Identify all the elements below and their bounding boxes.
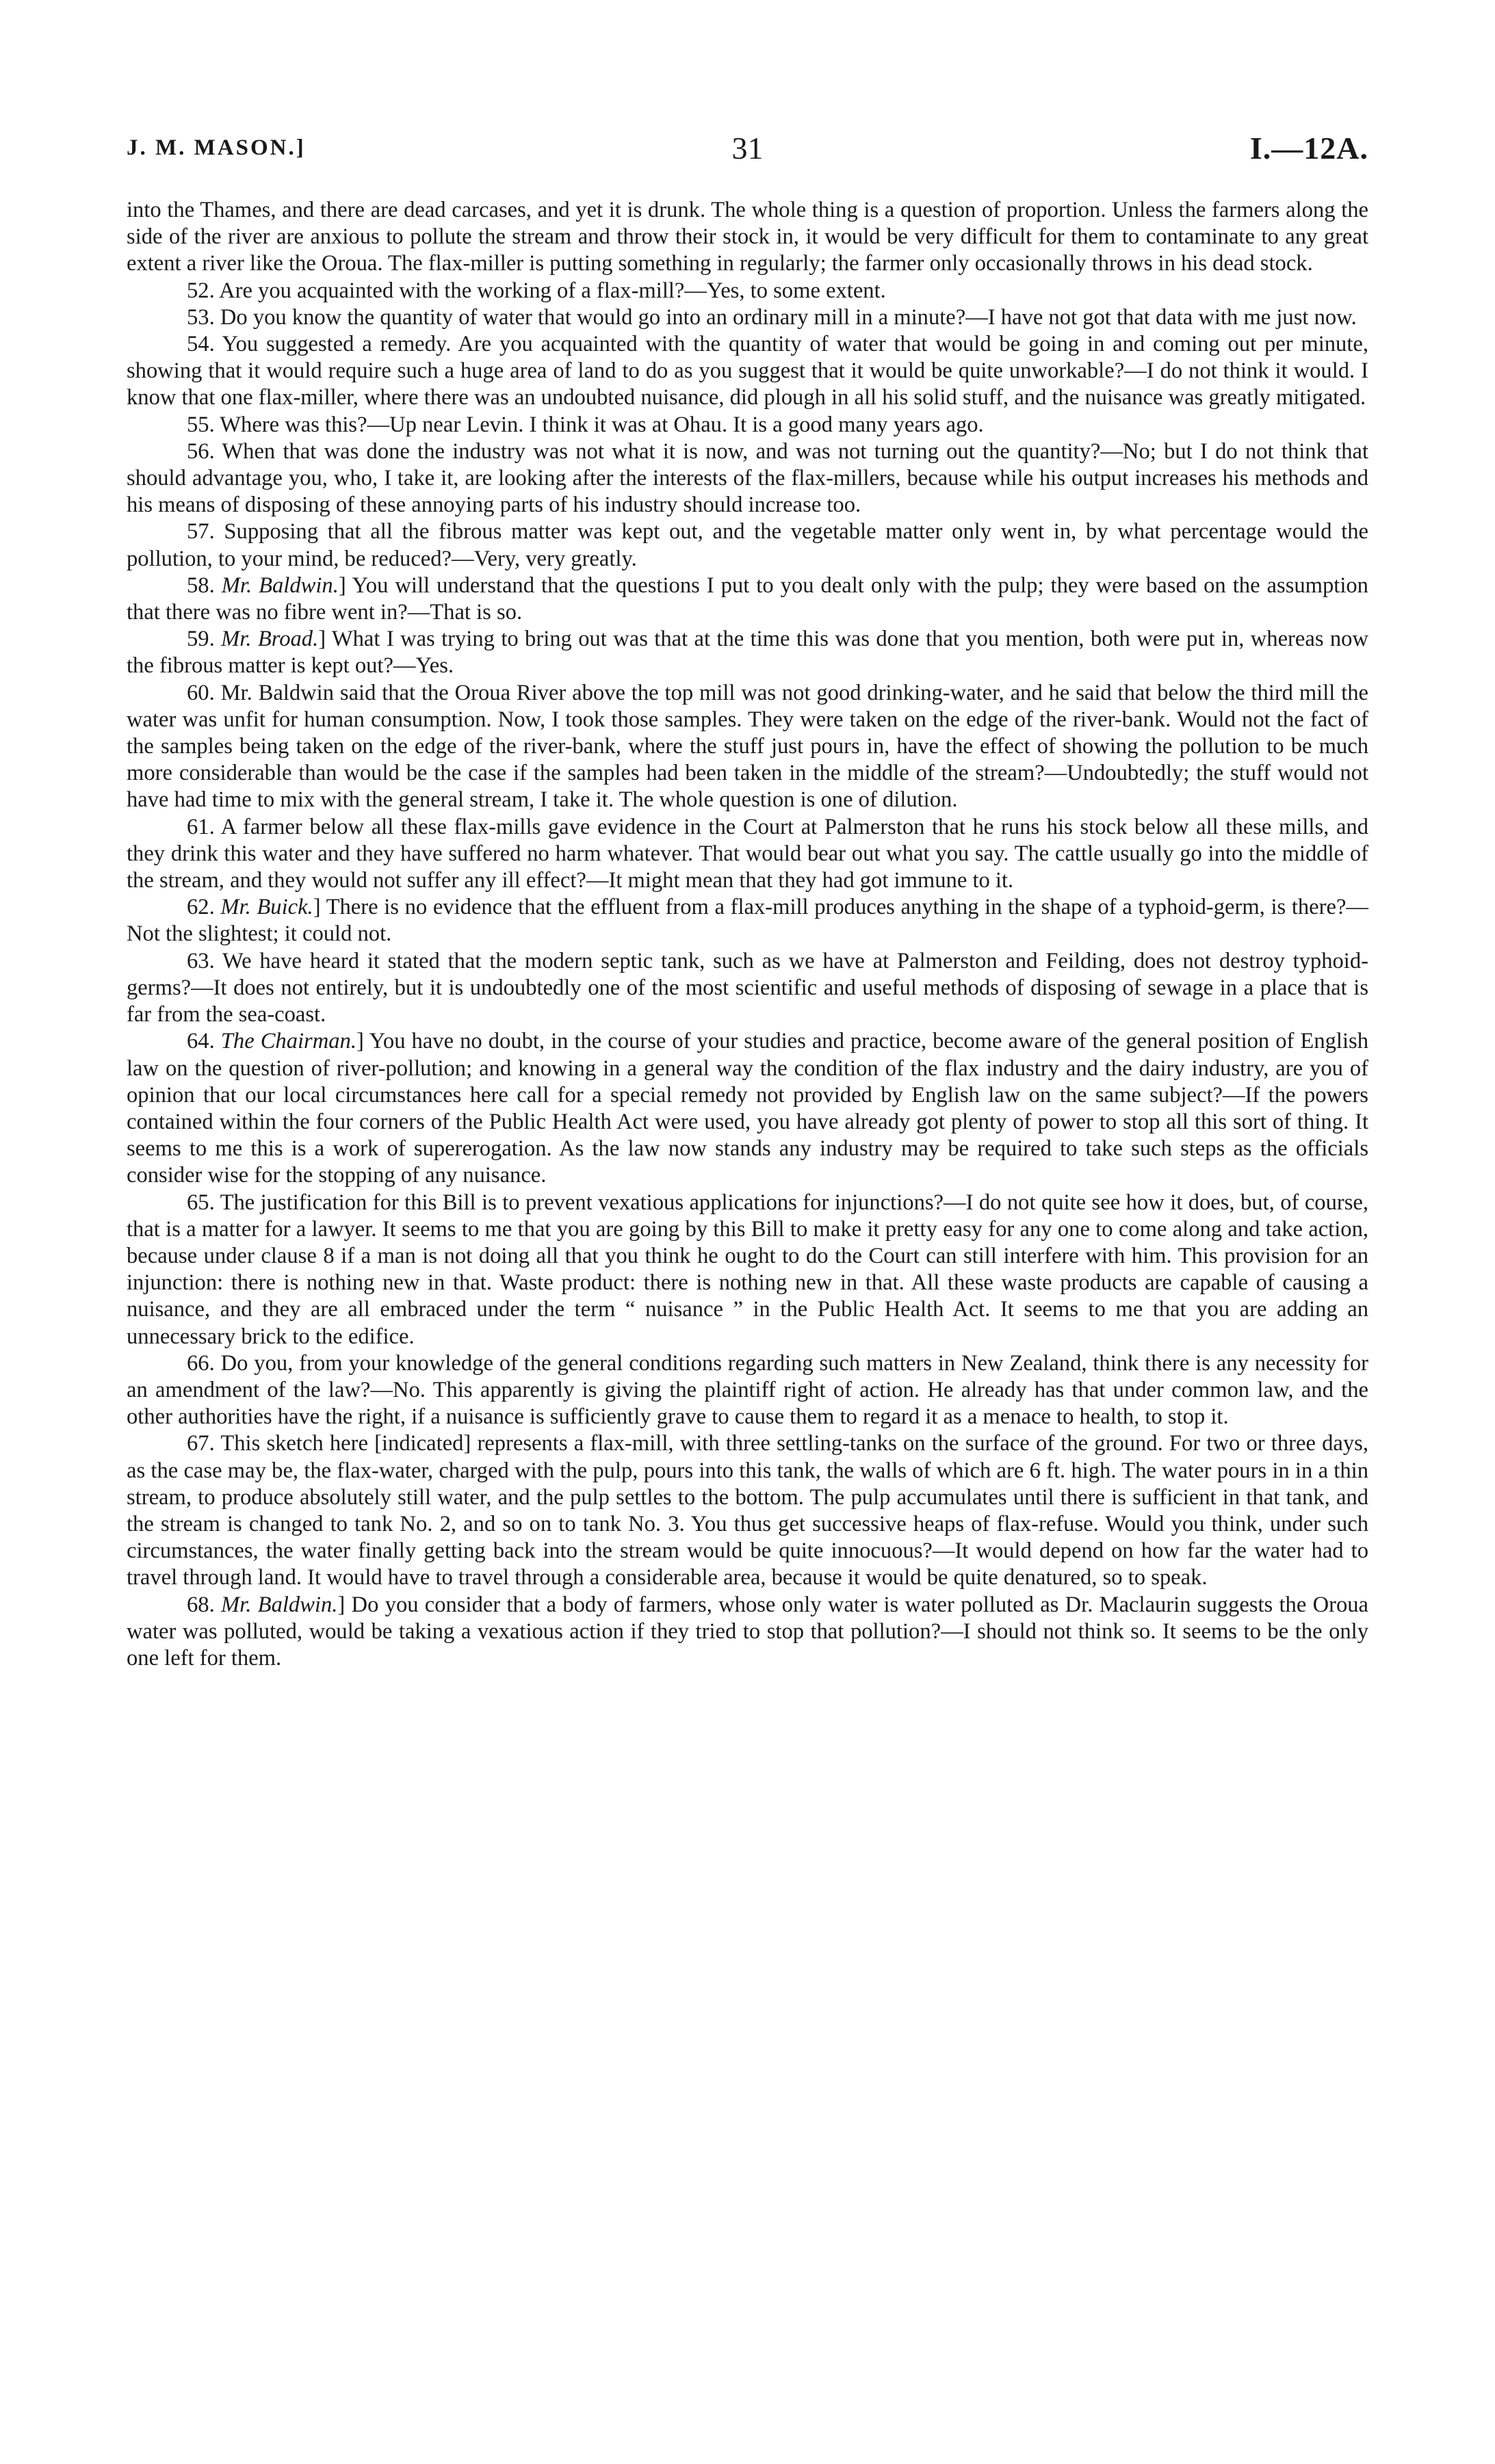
speaker-name: Mr. Baldwin.	[221, 573, 339, 598]
paragraph: 52. Are you acquainted with the working of a flax-mill?—Yes, to some extent.	[187, 278, 886, 303]
paragraph: 59. Mr. Broad.] What I was trying to bring out was that at the time this was done that you mention, both were put in, whereas now the fibrous matter is kept out?—Yes.	[127, 627, 1368, 679]
speaker-name: Mr. Buick.	[220, 895, 313, 920]
paragraph: 64. The Chairman.] You have no doubt, in the course of your studies and practice, become aware of the general position of English law on the question of river-pollution; and knowing in a general way the condition of the flax industry and the dairy industry, are you of opinion that our local circumstances here call for a special remedy not provided by English law on the same subject?—If the powers contained within the four corners of the Public Health Act were used, you have already got plenty of power to stop all this sort of thing. It seems to me this is a work of supererogation. As the law now stands any industry may be required to take such steps as the officials consider wise for the stopping of any nuisance.	[127, 1029, 1368, 1188]
paragraph: 62. Mr. Buick.] There is no evidence that the effluent from a flax-mill produces anything in the shape of a typhoid-germ, is there?—Not the slightest; it could not.	[127, 895, 1368, 947]
paragraph: 68. Mr. Baldwin.] Do you consider that a body of farmers, whose only water is water polluted as Dr. Maclaurin suggests the Oroua water was polluted, would be taking a vexatious action if they tried to stop that pollution?—I should not think so. It seems to be the only one left for them.	[127, 1592, 1368, 1670]
paragraph: 55. Where was this?—Up near Levin. I think it was at Ohau. It is a good many years ago.	[187, 412, 984, 437]
page-header	[127, 130, 1368, 171]
paragraph: 67. This sketch here [indicated] represents a flax-mill, with three settling-tanks on the surface of the ground. For two or three days, as the case may be, the flax-water, charged with the pulp, pours into this tank, the walls of which are 6 ft. high. The water pours in in a thin stream, to produce absolutely still water, and the pulp settles to the bottom. The pulp accumulates until there is sufficient in that tank, and the stream is changed to tank No. 2, and so on to tank No. 3. You thus get successive heaps of flax-refuse. Would you think, under such circumstances, the water finally getting back into the stream would be quite innocuous?—It would depend on how far the water had to travel through land. It would have to travel through a considerable area, because it would be quite denatured, so to speak.	[127, 1431, 1368, 1590]
body-text	[127, 197, 1368, 1672]
paragraph: 58. Mr. Baldwin.] You will understand that the questions I put to you dealt only with the pulp; they were based on the assumption that there was no fibre went in?—That is so.	[127, 573, 1368, 625]
paragraph: 61. A farmer below all these flax-mills gave evidence in the Court at Palmerston that he runs his stock below all these mills, and they drink this water and they have suffered no harm whatever. That would bear out what you say. The cattle usually go into the middle of the stream, and they would not suffer any ill effect?—It might mean that they had got immune to it.	[127, 814, 1368, 893]
paragraph: 54. You suggested a remedy. Are you acquainted with the quantity of water that would be going in and coming out per minute, showing that it would require such a huge area of land to do as you suggest that it would be quite unworkable?—I do not think it would. I know that one flax-miller, where there was an undoubted nuisance, did plough in all his solid stuff, and the nuisance was greatly mitigated.	[127, 332, 1368, 410]
paragraph: 57. Supposing that all the fibrous matter was kept out, and the vegetable matter only went in, by what percentage would the pollution, to your mind, be reduced?—Very, very greatly.	[127, 519, 1368, 571]
paragraph: 63. We have heard it stated that the modern septic tank, such as we have at Palmerston and Feilding, does not destroy typhoid-germs?—It does not entirely, but it is undoubtedly one of the most scientific and useful methods of disposing of sewage in a place that is far from the sea-coast.	[127, 948, 1368, 1027]
paragraph: 53. Do you know the quantity of water that would go into an ordinary mill in a minute?—I have not got that data with me just now.	[187, 304, 1357, 330]
paragraph: 66. Do you, from your knowledge of the general conditions regarding such matters in New Zealand, think there is any necessity for an amendment of the law?—No. This apparently is giving the plaintiff right of action. He already has that under common law, and the other authorities have the right, if a nuisance is sufficiently grave to cause them to regard it as a menace to health, to stop it.	[127, 1350, 1368, 1430]
speaker-name: Mr. Broad.	[221, 627, 319, 652]
document-reference: I.—12A.	[1249, 131, 1368, 166]
paragraph: 56. When that was done the industry was not what it is now, and was not turning out the quantity?—No; but I do not think that should advantage you, who, I take it, are looking after the interests of the flax-millers, because while his output increases his methods and his means of disposing of these annoying parts of his industry should increase too.	[127, 438, 1368, 518]
speaker-name: Mr. Baldwin.	[221, 1592, 338, 1617]
speaker-name: The Chairman.	[220, 1029, 356, 1054]
paragraph: into the Thames, and there are dead carcases, and yet it is drunk. The whole thing is a question of proportion. Unless the farmers along the side of the river are anxious to pollute the stream and throw their stock in, it would be very difficult for them to contaminate to any great extent a river like the Oroua. The flax-miller is putting something in regularly; the farmer only occasionally throws in his dead stock.	[127, 198, 1368, 276]
paragraph: 60. Mr. Baldwin said that the Oroua River above the top mill was not good drinking-water, and he said that below the third mill the water was unfit for human consumption. Now, I took those samples. They were taken on the edge of the river-bank. Would not the fact of the samples being taken on the edge of the river-bank, where the stuff just pours in, have the effect of showing the pollution to be much more considerable than would be the case if the samples had been taken in the middle of the stream?—Undoubtedly; the stuff would not have had time to mix with the general stream, I take it. The whole question is one of dilution.	[127, 680, 1368, 813]
page-number: 31	[731, 131, 764, 166]
paragraph: 65. The justification for this Bill is to prevent vexatious applications for injunctions?—I do not quite see how it does, but, of course, that is a matter for a lawyer. It seems to me that you are going by this Bill to make it pretty easy for any one to come along and take action, because under clause 8 if a man is not doing all that you think he ought to do the Court can still interfere with him. This provision for an injunction: there is nothing new in that. Waste product: there is nothing new in that. All these waste products are capable of causing a nuisance, and they are all embraced under the term “ nuisance ” in the Public Health Act. It seems to me that you are adding an unnecessary brick to the edifice.	[127, 1190, 1368, 1349]
header-witness-name: J. M. MASON.]	[127, 135, 306, 160]
